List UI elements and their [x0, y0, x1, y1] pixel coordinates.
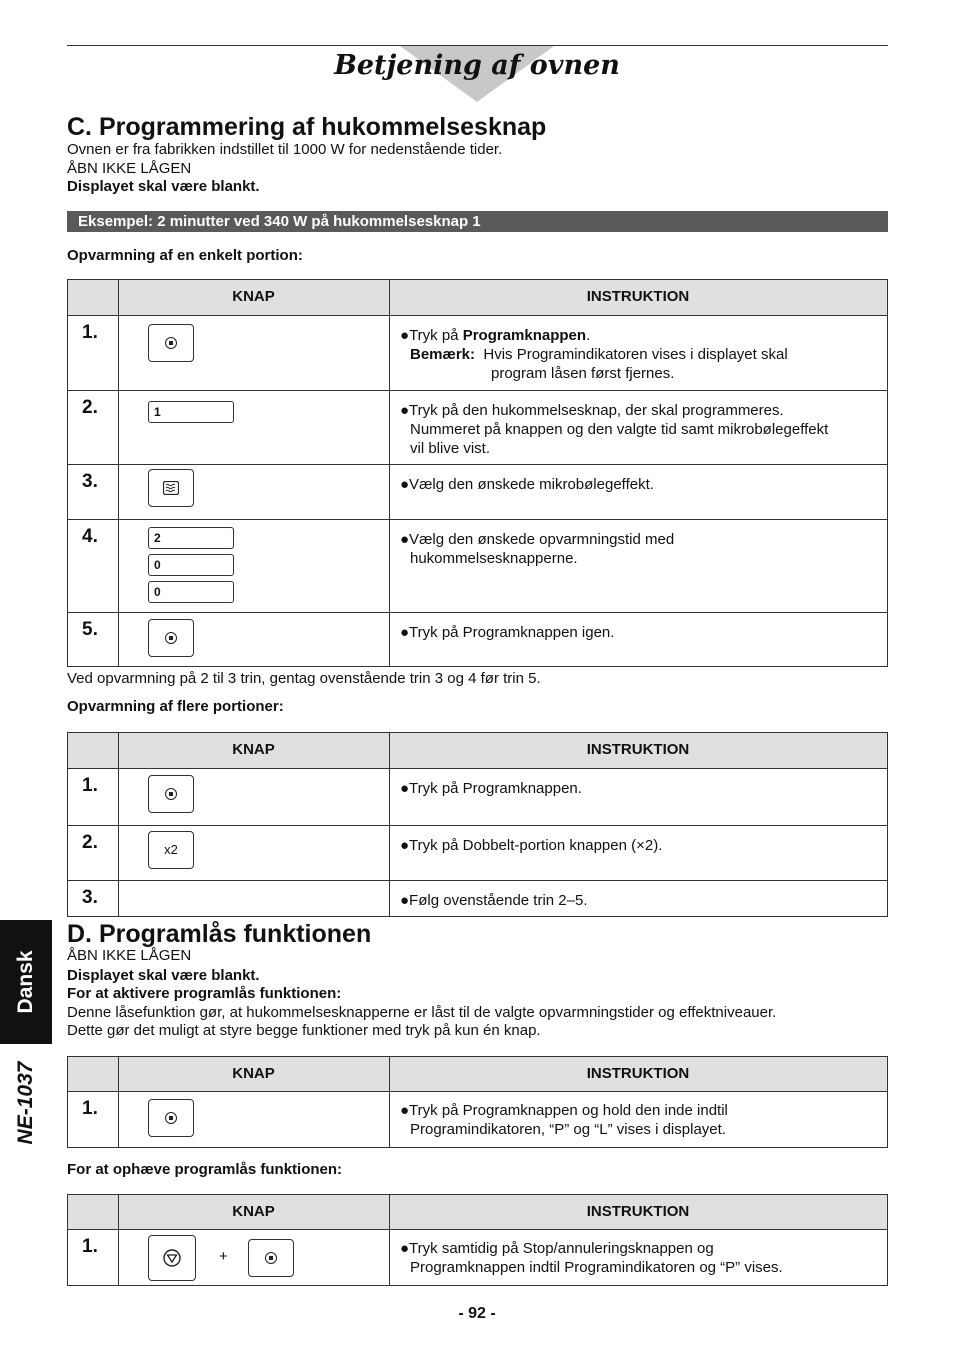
- program-button[interactable]: [148, 775, 194, 813]
- step-instruction: ●Følg ovenstående trin 2–5.: [400, 892, 588, 909]
- step-number: 1.: [82, 322, 98, 343]
- step-instruction: ●Tryk på Dobbelt-portion knappen (×2).: [400, 837, 663, 854]
- step-instruction: ●Tryk på Programknappen og hold den inde indtil Programindikatoren, “P” og “L” vises i displayet.: [400, 1102, 728, 1138]
- step-number: 4.: [82, 526, 98, 547]
- table-header-row: [68, 733, 887, 769]
- activate-lock-heading: For at aktivere programlås funktionen:: [67, 985, 342, 1002]
- model-number: NE-1037: [14, 1061, 37, 1145]
- multi-portion-heading: Opvarmning af flere portioner:: [67, 698, 284, 715]
- program-icon: [265, 1252, 277, 1264]
- table-row: [68, 880, 887, 916]
- table-row: [68, 1092, 887, 1147]
- col-header-instruktion: INSTRUKTION: [586, 741, 690, 758]
- memory-key-1[interactable]: 1: [148, 401, 234, 423]
- page-number: - 92 -: [458, 1305, 496, 1322]
- col-header-knap: KNAP: [118, 733, 390, 768]
- step-instruction: ●Tryk på Programknappen. Bemærk: Hvis Programindikatoren vises i displayet skal program låsen først fjernes.: [400, 327, 788, 382]
- step-instruction: ●Tryk på Programknappen igen.: [400, 624, 615, 641]
- col-header-instruktion: INSTRUKTION: [586, 1065, 690, 1082]
- step-instruction: ●Tryk på den hukommelsesknap, der skal programmeres. Nummeret på knappen og den valgte tid samt mikrobølegeffekt vil blive vist.: [400, 402, 829, 457]
- table-row: [68, 769, 887, 825]
- section-d-display: Displayet skal være blankt.: [67, 967, 260, 984]
- step-instruction: ●Tryk samtidig på Stop/annuleringsknappen og Programknappen indtil Programindikatoren og “P” vises.: [400, 1240, 783, 1276]
- step-instruction: ●Tryk på Programknappen.: [400, 780, 582, 797]
- cancel-lock-table: [67, 1194, 888, 1286]
- plus-sign: +: [219, 1248, 228, 1265]
- single-portion-heading: Opvarmning af en enkelt portion:: [67, 247, 303, 264]
- table-row: [68, 825, 887, 880]
- step-instruction: ●Vælg den ønskede mikrobølegeffekt.: [400, 476, 654, 493]
- step-number: 1.: [82, 1098, 98, 1119]
- single-portion-table: [67, 279, 888, 667]
- microwave-power-icon: [163, 481, 179, 495]
- table-header-row: [68, 280, 887, 316]
- table-header-row: [68, 1195, 887, 1230]
- step-number: 5.: [82, 619, 98, 640]
- col-header-instruktion: INSTRUKTION: [586, 288, 690, 305]
- program-icon: [165, 1112, 177, 1124]
- program-icon: [165, 337, 177, 349]
- program-button[interactable]: [148, 1099, 194, 1137]
- activate-lock-table: [67, 1056, 888, 1148]
- table-row: [68, 464, 887, 519]
- multi-portion-table: [67, 732, 888, 917]
- program-icon: [165, 632, 177, 644]
- memory-key-2[interactable]: 2: [148, 527, 234, 549]
- memory-key-0[interactable]: 0: [148, 581, 234, 603]
- step-number: 2.: [82, 832, 98, 853]
- col-header-knap: KNAP: [118, 280, 390, 315]
- step-number: 1.: [82, 775, 98, 796]
- section-c-intro-factory: Ovnen er fra fabrikken indstillet til 1000 W for nedenstående tider.: [67, 141, 503, 158]
- step-number: 3.: [82, 471, 98, 492]
- table-header-row: [68, 1057, 887, 1092]
- program-button[interactable]: [148, 619, 194, 657]
- step-number: 2.: [82, 397, 98, 418]
- table-row: [68, 519, 887, 612]
- table-row: [68, 390, 887, 464]
- table-row: [68, 1230, 887, 1285]
- cancel-lock-heading: For at ophæve programlås funktionen:: [67, 1161, 343, 1178]
- table-row: [68, 612, 887, 666]
- program-button[interactable]: [248, 1239, 294, 1277]
- section-c-title: C. Programmering af hukommelsesknap: [67, 113, 547, 141]
- memory-key-0[interactable]: 0: [148, 554, 234, 576]
- lock-description: Denne låsefunktion gør, at hukommelsesknapperne er låst til de valgte opvarmningstider og effektniveauer.: [67, 1004, 777, 1021]
- table-row: [68, 316, 887, 390]
- program-button[interactable]: [148, 324, 194, 362]
- col-header-knap: KNAP: [118, 1057, 390, 1091]
- section-c-intro-display: Displayet skal være blankt.: [67, 178, 260, 195]
- power-button[interactable]: [148, 469, 194, 507]
- step-number: 1.: [82, 1236, 98, 1257]
- section-d-door: ÅBN IKKE LÅGEN: [67, 947, 192, 964]
- lock-description-2: Dette gør det muligt at styre begge funktioner med tryk på kun én knap.: [67, 1022, 541, 1039]
- language-tab: Dansk: [0, 920, 52, 1044]
- section-d-title: D. Programlås funktionen: [67, 920, 372, 948]
- step-instruction: ●Vælg den ønskede opvarmningstid med hukommelsesknapperne.: [400, 531, 675, 567]
- stop-icon: [163, 1249, 181, 1267]
- col-header-instruktion: INSTRUKTION: [586, 1203, 690, 1220]
- program-icon: [165, 788, 177, 800]
- example-bar: Eksempel: 2 minutter ved 340 W på hukommelsesknap 1: [67, 211, 888, 232]
- double-portion-button[interactable]: x2: [148, 831, 194, 869]
- section-c-intro-door: ÅBN IKKE LÅGEN: [67, 160, 192, 177]
- stop-cancel-button[interactable]: [148, 1235, 196, 1281]
- chapter-title: Betjening af ovnen: [334, 50, 620, 81]
- multi-stage-note: Ved opvarmning på 2 til 3 trin, gentag ovenstående trin 3 og 4 før trin 5.: [67, 670, 541, 687]
- col-header-knap: KNAP: [118, 1195, 390, 1229]
- step-number: 3.: [82, 887, 98, 908]
